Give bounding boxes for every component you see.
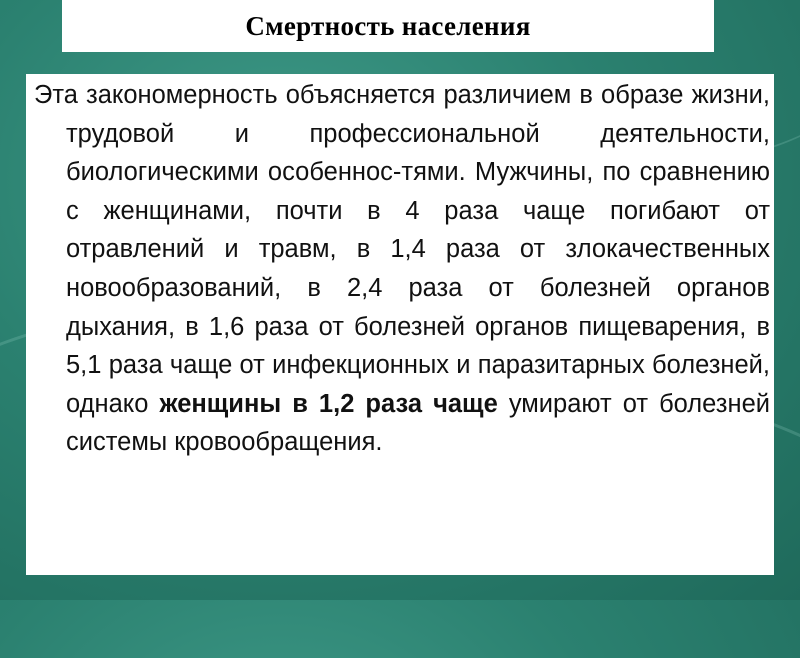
body-text-before: Эта закономерность объясняется различием в образе жизни, трудовой и профессиональной деятельности, биологическими особеннос-тями. Мужчины, по сравнению с женщинами, почти в 4 раза чаще погибают от отравлений и травм, в 1,4 раза от злокачественных новообразований, в 2,4 раза от болезней органов дыхания, в 1,6 раза от болезней органов пищеварения, в 5,1 раза чаще от инфекционных и паразитарных болезней, однако xyxy=(34,81,770,418)
slide-title: Смертность населения xyxy=(245,10,531,41)
body-paragraph xyxy=(34,76,770,462)
body-text-after: умирают от болезней системы кровообращения. xyxy=(66,389,770,457)
body-bold-text: женщины в 1,2 раза чаще xyxy=(159,389,498,418)
content-panel xyxy=(26,74,774,575)
title-panel xyxy=(62,0,714,52)
